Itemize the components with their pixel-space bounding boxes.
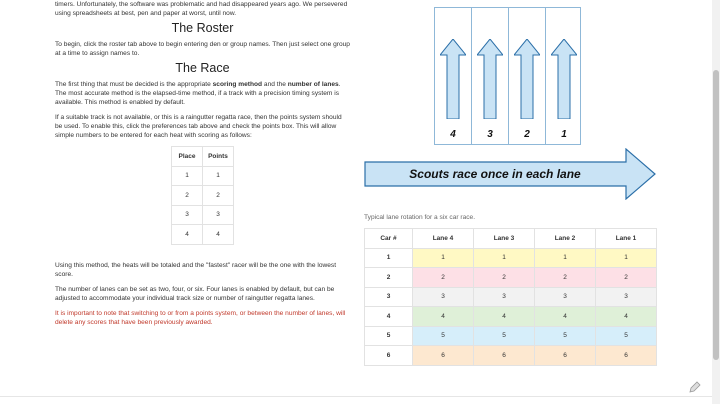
points-row	[172, 186, 234, 206]
lane-assignment-cell: 6	[535, 346, 596, 366]
rotation-header-lane3: Lane 3	[474, 229, 535, 249]
roster-heading: The Roster	[171, 21, 234, 35]
lane-assignment-cell: 3	[474, 287, 535, 307]
car-number-cell: 3	[365, 287, 413, 307]
lane-4	[435, 8, 471, 144]
lane-rotation-table	[364, 228, 657, 366]
car-number-cell: 5	[365, 326, 413, 346]
lane-assignment-cell: 2	[596, 268, 657, 288]
scrollbar-thumb[interactable]	[713, 70, 719, 360]
lane-assignment-cell: 4	[413, 307, 474, 327]
points-row	[172, 205, 234, 225]
place-cell: 2	[172, 186, 203, 206]
lane-number: 1	[561, 129, 567, 140]
lane-number: 2	[524, 129, 530, 140]
race-paragraph-points: If a suitable track is not available, or this is a raingutter regatta race, then the points system should be used. To enable this, click the preferences tab above and check the points box. This will allow simple numbers to be entered for each heat with scoring as follows:	[55, 114, 342, 139]
points-cell: 4	[203, 225, 234, 245]
car-number-cell: 4	[365, 307, 413, 327]
rotation-header-lane2: Lane 2	[535, 229, 596, 249]
roster-paragraph: To begin, click the roster tab above to begin entering den or group names. Then just select one group at a time to assign names to.	[55, 41, 350, 57]
lane-assignment-cell: 5	[413, 326, 474, 346]
lane-assignment-cell: 5	[596, 326, 657, 346]
number-of-lanes-term: number of lanes	[287, 81, 339, 88]
edit-pencil-icon[interactable]	[688, 380, 702, 394]
points-header-place: Place	[172, 147, 203, 167]
lane-assignment-cell: 4	[535, 307, 596, 327]
rotation-header-lane1: Lane 1	[596, 229, 657, 249]
place-cell: 3	[172, 205, 203, 225]
banner-label: Scouts race once in each lane	[409, 167, 581, 181]
lane-assignment-cell: 2	[535, 268, 596, 288]
lane-assignment-cell: 6	[596, 346, 657, 366]
rotation-caption: Typical lane rotation for a six car race.	[364, 214, 476, 221]
lane-assignment-cell: 3	[413, 287, 474, 307]
race-paragraph-scoring: The first thing that must be decided is the appropriate scoring method and the number of lanes. The most accurate method is the elapsed-time method, if a track with a precision timing system is available. This method is enabled by default.	[55, 81, 341, 106]
lane-assignment-cell: 3	[535, 287, 596, 307]
rotation-row	[365, 346, 657, 366]
lane-diagram	[434, 7, 581, 145]
lane-assignment-cell: 1	[413, 248, 474, 268]
lane-assignment-cell: 1	[596, 248, 657, 268]
points-table	[171, 146, 234, 245]
place-cell: 4	[172, 225, 203, 245]
place-cell: 1	[172, 166, 203, 186]
lane-assignment-cell: 4	[474, 307, 535, 327]
page-scrollbar[interactable]	[712, 0, 720, 404]
car-number-cell: 1	[365, 248, 413, 268]
lane-3	[472, 8, 508, 144]
warning-paragraph: It is important to note that switching to or from a points system, or between the number of lanes, will delete any scores that have been previously awarded.	[55, 309, 346, 326]
lane-number: 4	[450, 129, 456, 140]
car-number-cell: 2	[365, 268, 413, 288]
lane-number: 3	[487, 129, 493, 140]
lane-2	[509, 8, 545, 144]
up-arrow-icon	[477, 39, 503, 119]
points-cell: 2	[203, 186, 234, 206]
lane-assignment-cell: 3	[596, 287, 657, 307]
race-paragraph-totals: Using this method, the heats will be totaled and the "fastest" racer will be the one with the lowest score.	[55, 261, 337, 278]
lane-1	[546, 8, 582, 144]
rotation-row	[365, 248, 657, 268]
rotation-row	[365, 326, 657, 346]
up-arrow-icon	[440, 39, 466, 119]
lane-assignment-cell: 2	[474, 268, 535, 288]
race-paragraph-lanes: The number of lanes can be set as two, four, or six. Four lanes is enabled by default, but can be adjusted to accommodate your individual track size or number of raingutter regatta lanes.	[55, 285, 335, 302]
lane-assignment-cell: 4	[596, 307, 657, 327]
points-header-points: Points	[203, 147, 234, 167]
lane-assignment-cell: 6	[474, 346, 535, 366]
up-arrow-icon	[514, 39, 540, 119]
rotation-header-lane4: Lane 4	[413, 229, 474, 249]
points-row	[172, 225, 234, 245]
rotation-row	[365, 287, 657, 307]
up-arrow-icon	[551, 39, 577, 119]
bottom-divider	[0, 396, 712, 397]
lane-assignment-cell: 2	[413, 268, 474, 288]
intro-paragraph: timers. Unfortunately, the software was problematic and had disappeared years ago. We persevered using spreadsheets at best, pen and paper at worst, until now.	[55, 1, 348, 17]
lane-assignment-cell: 1	[535, 248, 596, 268]
content-left-column	[55, 0, 350, 333]
rotation-header-car: Car #	[365, 229, 413, 249]
rotation-row	[365, 268, 657, 288]
scoring-method-term: scoring method	[212, 81, 263, 88]
lane-assignment-cell: 6	[413, 346, 474, 366]
lane-assignment-cell: 5	[535, 326, 596, 346]
car-number-cell: 6	[365, 346, 413, 366]
points-cell: 3	[203, 205, 234, 225]
rotation-row	[365, 307, 657, 327]
race-heading: The Race	[175, 61, 230, 75]
lane-assignment-cell: 5	[474, 326, 535, 346]
points-row	[172, 166, 234, 186]
lane-assignment-cell: 1	[474, 248, 535, 268]
points-cell: 1	[203, 166, 234, 186]
